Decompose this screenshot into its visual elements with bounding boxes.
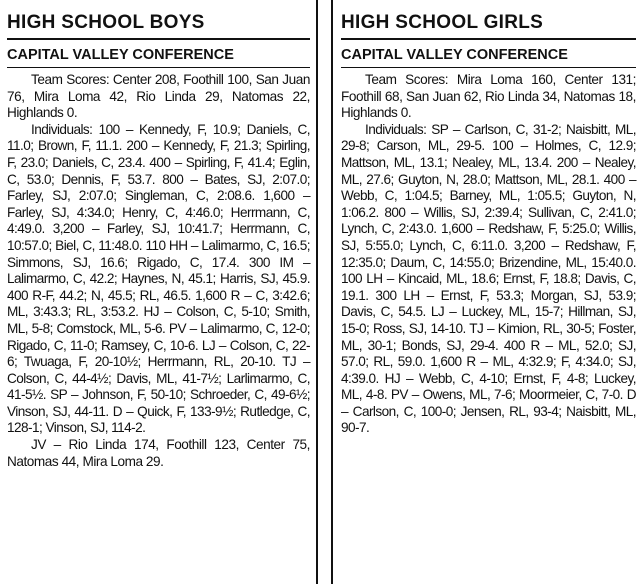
boys-section-title: HIGH SCHOOL BOYS [7,12,310,40]
boys-team-scores: Team Scores: Center 208, Foothill 100, San Juan 76, Mira Loma 42, Rio Linda 29, Natomas 22, Highlands 0. [7,72,310,121]
girls-section-title: HIGH SCHOOL GIRLS [341,12,636,40]
boys-individuals: Individuals: 100 – Kennedy, F, 10.9; Daniels, C, 11.0; Brown, F, 11.1. 200 – Kennedy, F, 21.3; Spirling, F, 23.0; Daniels, C, 23.4. 400 – Spirling, F, 41.4; Eglin, C, 53.0; Dennis, F, 53.7. 800 – Bates, SJ, 2:07.0; Farley, SJ, 2:07.0; Singleman, C, 2:08.6. 1,600 – Farley, SJ, 4:34.0; Henry, C, 4:46.0; Herrmann, C, 4:49.0. 3,200 – Farley, SJ, 10:41.7; Herrmann, C, 10:57.0; Biel, C, 11:48.0. 110 HH – Lalimarmo, C, 16.5; Simmons, SJ, 16.6; Rigado, C, 17.4. 300 IM – Lalimarmo, C, 42.2; Haynes, N, 45.1; Harris, SJ, 45.9. 400 R-F, 44.2; N, 45.5; RL, 46.5. 1,600 R – C, 3:42.6; ML, 3:43.3; RL, 3:53.2. HJ – Colson, C, 5-10; Smith, ML, 5-8; Comstock, ML, 5-6. PV – Lalimarmo, C, 12-0; Rigado, C, 11-0; Ramsey, C, 10-6. LJ – Colson, C, 22-6; Twuaga, F, 20-10½; Herrmann, RL, 20-10. TJ – Colson, C, 44-4½; Davis, ML, 41-7½; Larlimarmo, C, 41-5½. SP – Johnson, F, 50-10; Schroeder, C, 49-6½; Vinson, SJ, 44-11. D – Quick, F, 133-9½; Rutledge, C, 128-1; Vinson, SJ, 114-2. [7,121,310,436]
boys-conference-heading: CAPITAL VALLEY CONFERENCE [7,44,310,68]
girls-column [331,0,642,584]
girls-conference-heading: CAPITAL VALLEY CONFERENCE [341,44,636,68]
girls-individuals: Individuals: SP – Carlson, C, 31-2; Naisbitt, ML, 29-8; Carson, ML, 29-5. 100 – Holmes, C, 12.9; Mattson, ML, 13.1; Nealey, ML, 13.4. 200 – Nealey, ML, 27.6; Guyton, N, 28.0; Mattson, ML, 28.1. 400 – Webb, C, 1:04.5; Barney, ML, 1:05.5; Guyton, N, 1:06.2. 800 – Willis, SJ, 2:39.4; Sullivan, C, 2:41.0; Lynch, C, 2:43.0. 1,600 – Redshaw, F, 5:25.0; Willis, SJ, 5:55.0; Lynch, C, 6:11.0. 3,200 – Redshaw, F, 12:35.0; Daum, C, 14:55.0; Brizendine, ML, 15:40.0. 100 LH – Kincaid, ML, 18.6; Ernst, F, 18.8; Davis, C, 19.1. 300 LH – Ernst, F, 53.3; Morgan, SJ, 53.9; Davis, C, 54.5. LJ – Luckey, ML, 15-7; Hillman, SJ, 15-0; Ross, SJ, 14-10. TJ – Kimion, RL, 30-5; Foster, ML, 30-1; Bonds, SJ, 29-4. 400 R – ML, 52.0; SJ, 57.0; RL, 59.0. 1,600 R – ML, 4:32.9; F, 4:34.0; SJ, 4:39.0. HJ – Webb, C, 4-10; Ernst, F, 4-8; Luckey, ML, 4-8. PV – Owens, ML, 7-6; Moormeier, C, 7-0. D – Carlson, C, 100-0; Jensen, RL, 93-4; Naisbitt, ML, 90-7. [341,121,636,436]
girls-team-scores: Team Scores: Mira Loma 160, Center 131; Foothill 68, San Juan 62, Rio Linda 34, Natomas 18, Highlands 0. [341,72,636,121]
boys-jv-scores: JV – Rio Linda 174, Foothill 123, Center 75, Natomas 44, Mira Loma 29. [7,437,310,469]
boys-column [0,0,318,584]
